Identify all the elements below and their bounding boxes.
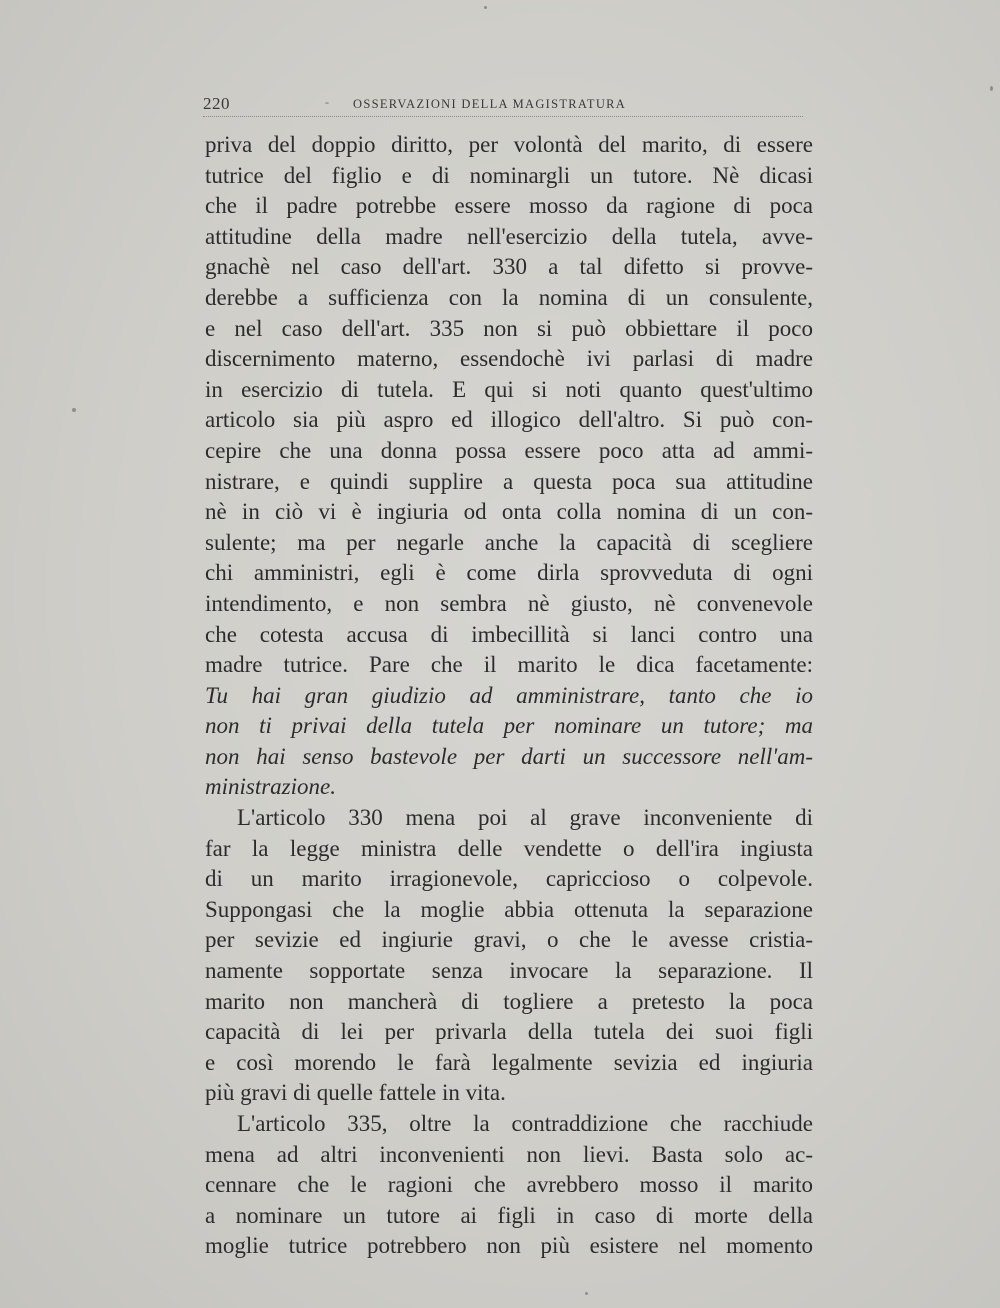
text-line: per sevizie ed ingiurie gravi, o che le avesse cristia-	[205, 927, 813, 953]
text-line: più gravi di quelle fattele in vita.	[205, 1080, 506, 1106]
text-line: e così morendo le farà legalmente sevizia ed ingiuria	[205, 1049, 813, 1075]
text-line: a nominare un tutore ai figli in caso di morte della	[205, 1202, 813, 1228]
text-line: che il padre potrebbe essere mosso da ragione di poca	[205, 193, 813, 219]
text-line: che cotesta accusa di imbecillità si lanci contro una	[205, 621, 813, 647]
text-line: madre tutrice. Pare che il marito le dica facetamente:	[205, 652, 813, 678]
text-line: moglie tutrice potrebbero non più esistere nel momento	[205, 1233, 813, 1259]
text-line: discernimento materno, essendochè ivi parlasi di madre	[205, 346, 813, 372]
text-line: gnachè nel caso dell'art. 330 a tal difetto si provve-	[205, 254, 813, 280]
text-line: e nel caso dell'art. 335 non si può obbiettare il poco	[205, 315, 813, 341]
text-line: tutrice del figlio e di nominargli un tutore. Nè dicasi	[205, 162, 813, 188]
text-line: in esercizio di tutela. E qui si noti quanto quest'ultimo	[205, 376, 813, 402]
paragraph-start-line: L'articolo 330 mena poi al grave inconveniente di	[237, 805, 813, 831]
print-speck	[990, 86, 993, 91]
text-line: articolo sia più aspro ed illogico dell'altro. Si può con-	[205, 407, 813, 433]
text-line: priva del doppio diritto, per volontà del marito, di essere	[205, 132, 813, 157]
text-line: sulente; ma per negarle anche la capacità di scegliere	[205, 529, 813, 555]
text-line: Suppongasi che la moglie abbia ottenuta la separazione	[205, 896, 813, 922]
print-speck	[585, 1292, 588, 1295]
body-text	[205, 130, 813, 1262]
print-speck	[484, 6, 487, 9]
text-line: marito non mancherà di togliere a pretesto la poca	[205, 988, 813, 1014]
italic-line: ministrazione.	[205, 774, 336, 800]
text-line: nè in ciò vi è ingiuria od onta colla nomina di un con-	[205, 499, 813, 525]
italic-line: non ti privai della tutela per nominare un tutore; ma	[205, 713, 813, 739]
text-line: far la legge ministra delle vendette o dell'ira ingiusta	[205, 835, 813, 861]
running-head	[203, 94, 803, 117]
text-line: nistrare, e quindi supplire a questa poca sua attitudine	[205, 468, 813, 494]
text-line: capacità di lei per privarla della tutela dei suoi figli	[205, 1019, 813, 1045]
text-line: cepire che una donna possa essere poco atta ad ammi-	[205, 437, 813, 463]
print-speck	[72, 408, 76, 412]
text-line: chi amministri, egli è come dirla sprovveduta di ogni	[205, 560, 813, 586]
text-line: derebbe a sufficienza con la nomina di un consulente,	[205, 284, 813, 310]
header-mark: -	[325, 95, 329, 109]
italic-line: non hai senso bastevole per darti un successore nell'am-	[205, 743, 813, 769]
text-line: mena ad altri inconvenienti non lievi. Basta solo ac-	[205, 1141, 813, 1167]
text-line: intendimento, e non sembra nè giusto, nè convenevole	[205, 590, 813, 616]
text-line: di un marito irragionevole, capriccioso o colpevole.	[205, 866, 813, 892]
text-line: cennare che le ragioni che avrebbero mosso il marito	[205, 1172, 813, 1198]
page-number: 220	[203, 94, 230, 113]
text-line: namente sopportate senza invocare la separazione. Il	[205, 958, 813, 984]
italic-line: Tu hai gran giudizio ad amministrare, tanto che io	[205, 682, 813, 708]
paragraph-start-line: L'articolo 335, oltre la contraddizione che racchiude	[237, 1111, 813, 1136]
text-line: attitudine della madre nell'esercizio della tutela, avve-	[205, 223, 813, 249]
running-title: OSSERVAZIONI DELLA MAGISTRATURA	[353, 97, 627, 111]
